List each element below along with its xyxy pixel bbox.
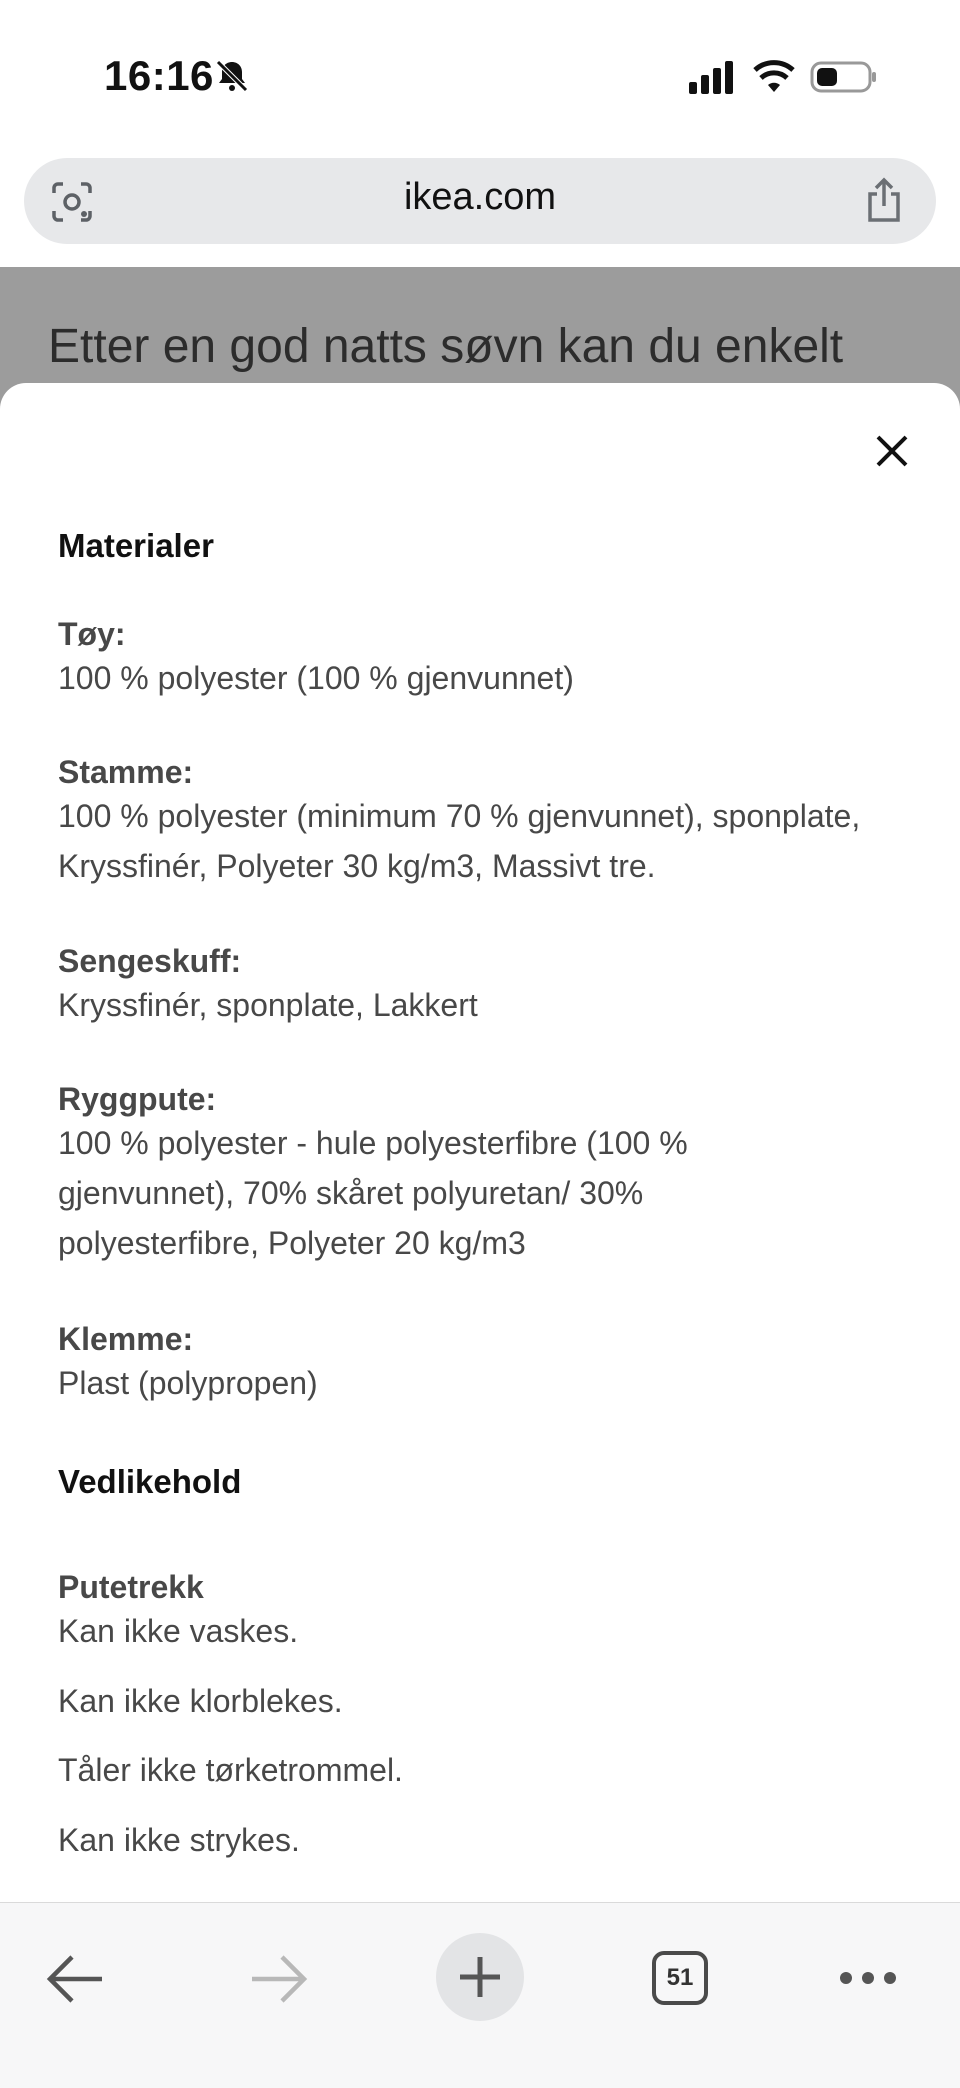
material-value: 100 % polyester (100 % gjenvunnet): [58, 660, 574, 696]
material-label: Ryggpute:: [58, 1081, 217, 1117]
materials-sheet: [0, 383, 960, 1903]
care-label: Putetrekk: [58, 1569, 204, 1605]
plus-icon: [456, 1953, 504, 2001]
care-line: Kan ikke strykes.: [58, 1822, 300, 1858]
more-icon[interactable]: [838, 1963, 898, 1993]
material-label: Stamme:: [58, 754, 194, 790]
signal-icon: [688, 60, 736, 94]
page-heading: Etter en god natts søvn kan du enkelt: [48, 320, 844, 373]
back-arrow-icon[interactable]: [44, 1951, 108, 2007]
bell-slash-icon: [214, 58, 250, 94]
material-label: Sengeskuff:: [58, 943, 242, 979]
care-line: Kan ikke klorblekes.: [58, 1683, 343, 1719]
share-icon[interactable]: [864, 176, 904, 224]
material-value: 100 % polyester (minimum 70 % gjenvunnet), sponplate, Kryssfinér, Polyeter 30 kg/m3, Massivt tre.: [58, 798, 861, 884]
material-label: Tøy:: [58, 616, 126, 652]
close-icon[interactable]: [866, 425, 918, 477]
material-value: Plast (polypropen): [58, 1365, 318, 1401]
status-bar: [0, 0, 960, 150]
material-label: Klemme:: [58, 1321, 194, 1357]
address-bar[interactable]: [24, 158, 936, 244]
care-line: Kan ikke vaskes.: [58, 1613, 299, 1649]
materials-heading: Materialer: [58, 527, 214, 564]
url-text[interactable]: ikea.com: [403, 176, 557, 218]
material-value: Kryssfinér, sponplate, Lakkert: [58, 987, 478, 1023]
tabs-icon[interactable]: 51: [652, 1951, 708, 2005]
care-line: Tåler ikke tørketrommel.: [58, 1752, 403, 1788]
status-time: 16:16: [104, 52, 214, 99]
browser-toolbar: [0, 1902, 960, 2088]
material-value: 100 % polyester - hule polyesterfibre (100 % gjenvunnet), 70% skåret polyuretan/ 30% polyesterfibre, Polyeter 20 kg/m3: [58, 1125, 688, 1261]
care-heading: Vedlikehold: [58, 1463, 242, 1500]
forward-arrow-icon[interactable]: [246, 1951, 310, 2007]
battery-icon: [810, 60, 878, 94]
new-tab-button[interactable]: [436, 1933, 524, 2021]
wifi-icon: [752, 58, 796, 94]
